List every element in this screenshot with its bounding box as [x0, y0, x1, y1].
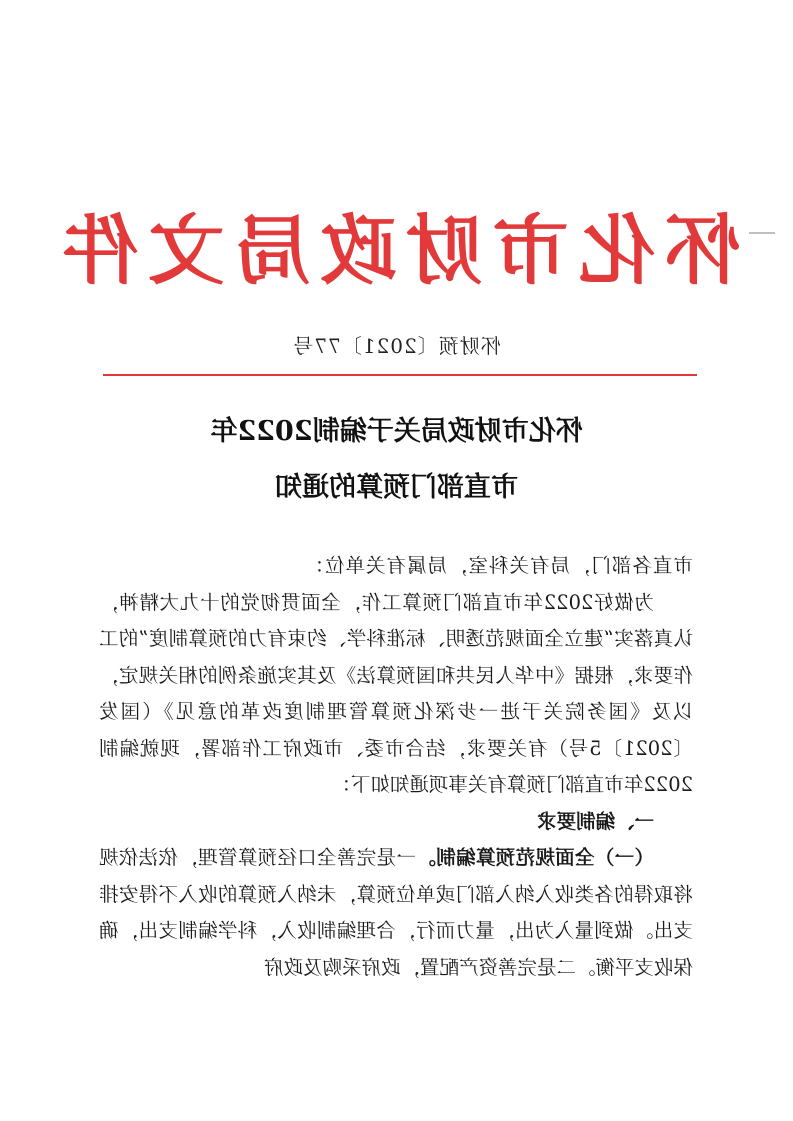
- notice-title-line-2: 市直部门预算的通知: [275, 472, 518, 503]
- intro-paragraph: 为做好2022年市直部门预算工作，全面贯彻党的十九大精神，认真落实“建立全面规范透明、标准科学、约束有力的预算制度”的工作要求，根据《中华人民共和国预算法》及其实施条例的相关规定，以及《国务院关于进一步深化预算管理制度改革的意见》（国发〔2021〕5号）有关要求，结合市委、市政府工作部署，现就编制2022年市直部门预算有关事项通知如下：: [99, 590, 693, 796]
- item-1-paragraph: [99, 840, 693, 986]
- section-heading-requirements: 一、编制要求: [536, 809, 654, 833]
- item-1-lead: （一）全面规范预算编制。: [416, 846, 654, 869]
- document-body: [99, 548, 693, 986]
- notice-title: [0, 404, 793, 516]
- scan-mark: [749, 232, 775, 234]
- document-header-title: 怀化市财政局文件: [52, 206, 741, 295]
- document-number: 怀财预〔2021〕77号: [292, 334, 501, 358]
- notice-title-line-1: 怀化市财政局关于编制2022年: [210, 416, 583, 447]
- red-divider-line: [103, 374, 697, 376]
- item-1-text: 一是完善全口径预算管理，依法依规将取得的各类收入纳入部门或单位预算，未纳入预算的收入不得安排支出。做到量入为出，量力而行，合理编制收入，科学编制支出，确保收支平衡。二是完善资产配置，政府采购及政府: [99, 846, 693, 979]
- salutation: 市直各部门，局有关科室，局属有关单位：: [303, 554, 693, 577]
